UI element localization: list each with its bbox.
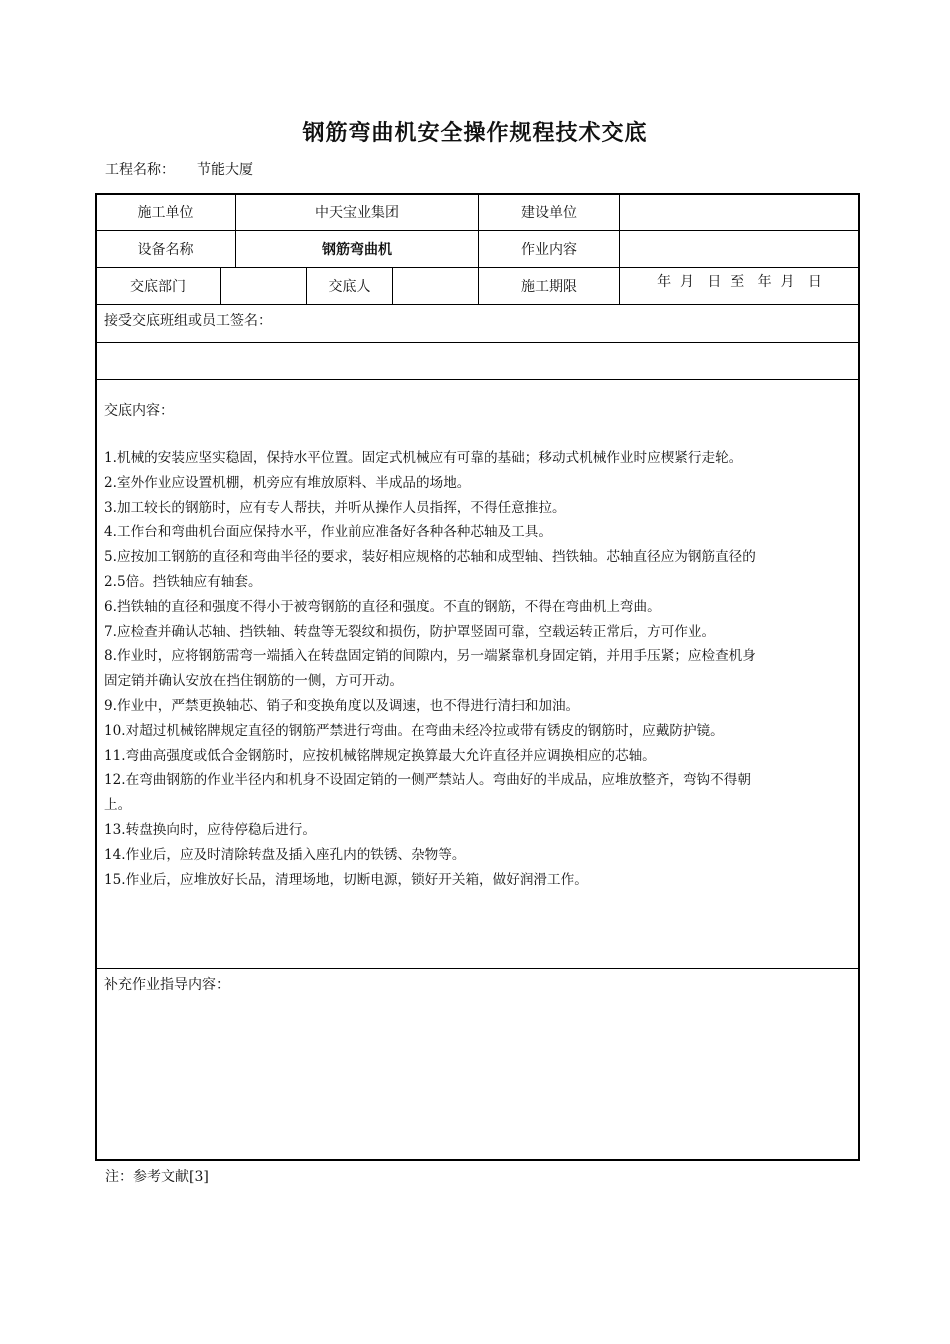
content-line: 4.工作台和弯曲机台面应保持水平，作业前应准备好各种各种芯轴及工具。: [104, 524, 552, 541]
builder-value[interactable]: [620, 194, 859, 230]
content-line: 10.对超过机械铭牌规定直径的钢筋严禁进行弯曲。在弯曲未经冷拉或带有锈皮的钢筋时，应戴防护镜。: [104, 722, 724, 739]
work-content-label: 作业内容: [521, 242, 577, 258]
content-line: 9.作业中，严禁更换轴芯、销子和变换角度以及调速，也不得进行清扫和加油。: [104, 697, 580, 714]
content-line: 2.室外作业应设置机棚，机旁应有堆放原料、半成品的场地。: [104, 474, 471, 491]
content-line: 12.在弯曲钢筋的作业半径内和机身不设固定销的一侧严禁站人。弯曲好的半成品，应堆放整齐，弯钩不得朝: [104, 772, 751, 789]
builder-label: 建设单位: [521, 205, 577, 221]
content-line: 7.应检查并确认芯轴、挡铁轴、转盘等无裂纹和损伤，防护罩竖固可靠，空载运转正常后，方可作业。: [104, 623, 716, 640]
content-line: 5.应按加工钢筋的直径和弯曲半径的要求，装好相应规格的芯轴和成型轴、挡铁轴。芯轴直径应为钢筋直径的: [104, 549, 756, 566]
document-title: 钢筋弯曲机安全操作规程技术交底: [302, 121, 648, 146]
work-content-value[interactable]: [620, 231, 859, 267]
project-name: 节能大厦: [197, 162, 253, 178]
signature-field[interactable]: [96, 343, 859, 379]
person-label: 交底人: [328, 279, 371, 295]
content-line: 13.转盘换向时，应待停稳后进行。: [104, 821, 316, 838]
content-line: 3.加工较长的钢筋时，应有专人帮扶，并听从操作人员指挥，不得任意推拉。: [104, 499, 566, 516]
project-label: 工程名称：: [105, 162, 175, 178]
supplement-label: 补充作业指导内容：: [104, 977, 230, 993]
content-label: 交底内容：: [104, 403, 174, 419]
period-label: 施工期限: [521, 279, 577, 295]
reference-note: 注：参考文献[3]: [105, 1169, 209, 1185]
construction-unit-label: 施工单位: [137, 205, 194, 221]
dept-label: 交底部门: [130, 279, 186, 295]
period-value[interactable]: 年 月 日 至 年 月 日: [657, 274, 822, 290]
content-line: 1.机械的安装应坚实稳固，保持水平位置。固定式机械应有可靠的基础；移动式机械作业时应楔紧行走轮。: [104, 450, 743, 466]
content-line: 6.挡铁轴的直径和强度不得小于被弯钢筋的直径和强度。不直的钢筋，不得在弯曲机上弯曲。: [104, 598, 661, 615]
content-line: 8.作业时，应将钢筋需弯一端插入在转盘固定销的间隙内，另一端紧靠机身固定销，并用手压紧；应检查机身: [104, 648, 756, 665]
content-line: 14.作业后，应及时清除转盘及插入座孔内的铁锈、杂物等。: [104, 846, 466, 863]
content-line: 2.5倍。挡铁轴应有轴套。: [104, 573, 262, 590]
row-divider: [96, 968, 859, 969]
equipment-label: 设备名称: [137, 242, 194, 258]
signature-label: 接受交底班组或员工签名：: [104, 313, 272, 329]
construction-unit-value[interactable]: 中天宝业集团: [315, 205, 399, 221]
content-line: 固定销并确认安放在挡住钢筋的一侧，方可开动。: [104, 673, 404, 690]
person-value[interactable]: [393, 268, 478, 304]
equipment-value[interactable]: 钢筋弯曲机: [322, 242, 392, 258]
row-divider: [96, 379, 859, 380]
content-line: 15.作业后，应堆放好长品，清理场地，切断电源，锁好开关箱，做好润滑工作。: [104, 871, 588, 888]
row-divider: [96, 304, 859, 305]
content-line: 11.弯曲高强度或低合金钢筋时，应按机械铭牌规定换算最大允许直径并应调换相应的芯轴。: [104, 747, 656, 764]
content-line: 上。: [104, 797, 132, 814]
dept-value[interactable]: [221, 268, 306, 304]
project-line: [105, 159, 253, 179]
content-body: [104, 446, 856, 892]
supplement-field[interactable]: [96, 996, 859, 1158]
